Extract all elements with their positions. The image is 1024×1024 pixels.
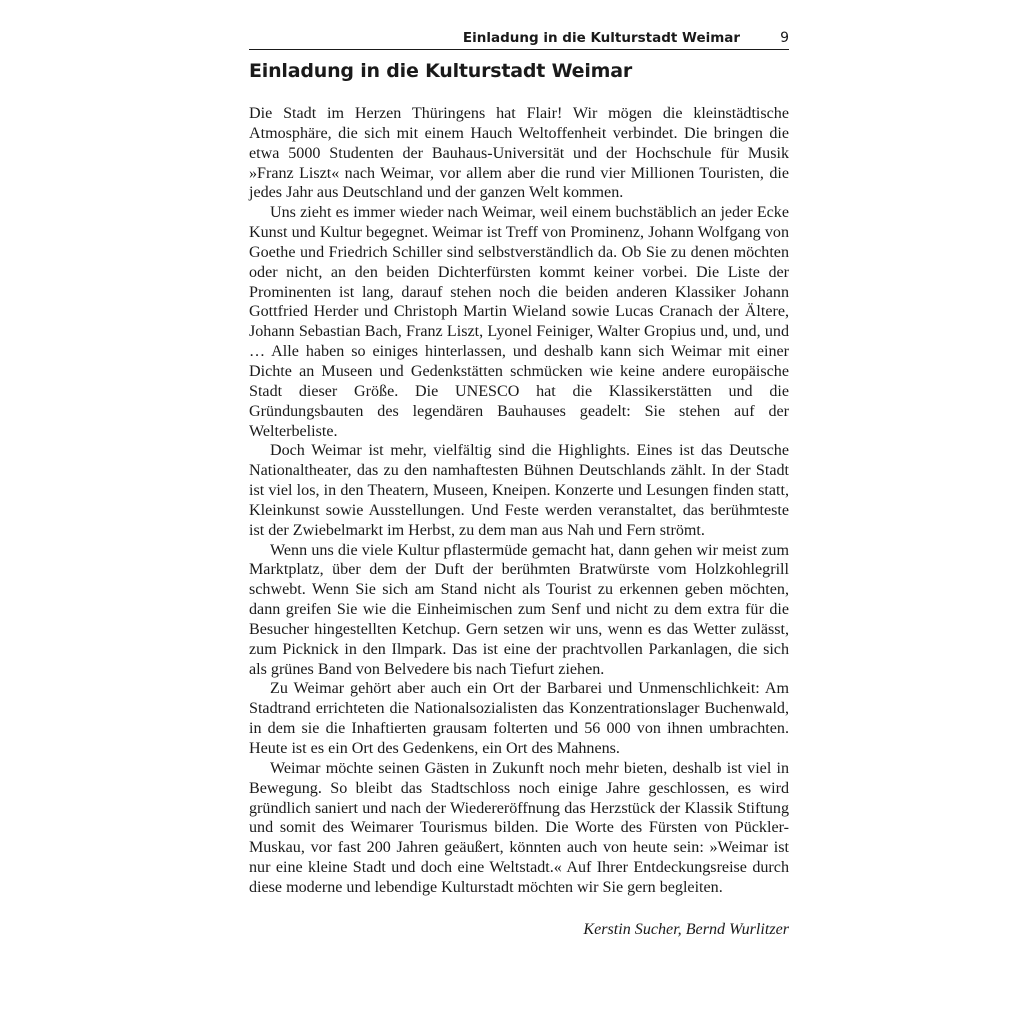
paragraph-4: Wenn uns die viele Kultur pflastermüde gemacht hat, dann gehen wir meist zum Marktplatz, über dem der Duft der berühmten Bratwürste vom Holzkohlegrill schwebt. Wenn Sie sich am Stand nicht als Tourist zu erkennen geben möchten, dann greifen Sie wie die Einheimischen zum Senf und nicht zu dem extra für die Besucher hingestellten Ketchup. Gern setzen wir uns, wenn es das Wetter zulässt, zum Picknick in den Ilmpark. Das ist eine der prachtvollen Parkanlagen, die sich als grünes Band von Belvedere bis nach Tiefurt ziehen. — [249, 541, 789, 678]
page-number: 9 — [780, 30, 789, 46]
paragraph-6: Weimar möchte seinen Gästen in Zukunft noch mehr bieten, deshalb ist viel in Bewegung. So bleibt das Stadtschloss noch einige Jahre geschlossen, es wird gründlich saniert und nach der Wiedereröffnung das Herzstück der Klassik Stiftung und somit des Weimarer Tourismus bilden. Die Worte des Fürsten von Pückler-Muskau, vor fast 200 Jahren geäußert, könnten auch von heute sein: »Weimar ist nur eine kleine Stadt und doch eine Weltstadt.« Auf Ihrer Entdeckungsreise durch diese moderne und lebendige Kulturstadt möchten wir Sie gern begleiten. — [249, 759, 789, 896]
book-page — [249, 28, 789, 940]
author-signature: Kerstin Sucher, Bernd Wurlitzer — [583, 920, 789, 938]
paragraph-5: Zu Weimar gehört aber auch ein Ort der Barbarei und Unmenschlichkeit: Am Stadtrand errichteten die Nationalsozialisten das Konzentrationslager Buchenwald, in dem sie die Inhaftierten grausam folterten und 56 000 von ihnen umbrachten. Heute ist es ein Ort des Gedenkens, ein Ort des Mahnens. — [249, 680, 789, 757]
paragraph-1: Die Stadt im Herzen Thüringens hat Flair! Wir mögen die kleinstädtische Atmosphäre, die sich mit einem Hauch Weltoffenheit verbindet. Die bringen die etwa 5000 Studenten der Bauhaus-Universität und der Hochschule für Musik »Franz Liszt« nach Weimar, vor allem aber die rund vier Millionen Touristen, die jedes Jahr aus Deutschland und der ganzen Welt kommen. — [249, 105, 789, 202]
chapter-title: Einladung in die Kulturstadt Weimar — [249, 60, 633, 82]
running-head — [249, 28, 789, 50]
paragraph-2: Uns zieht es immer wieder nach Weimar, weil einem buchstäblich an jeder Ecke Kunst und Kultur begegnet. Weimar ist Treff von Prominenz, Johann Wolfgang von Goethe und Friedrich Schiller sind selbstverständlich da. Ob Sie zu denen möchten oder nicht, an den beiden Dichterfürsten kommt keiner vorbei. Die Liste der Prominenten ist lang, darauf stehen noch die beiden anderen Klassiker Johann Gottfried Herder und Christoph Martin Wieland sowie Lucas Cranach der Ältere, Johann Sebastian Bach, Franz Liszt, Lyonel Feiniger, Walter Gropius und, und, und … Alle haben so einiges hinterlassen, und deshalb kann sich Weimar mit einer Dichte an Museen und Gedenkstätten schmücken wie keine andere europäische Stadt dieser Größe. Die UNESCO hat die Klassikerstätten und die Gründungsbauten des legendären Bauhauses geadelt: Sie stehen auf der Welterbeliste. — [249, 204, 789, 440]
running-head-title: Einladung in die Kulturstadt Weimar — [462, 30, 741, 46]
paragraph-3: Doch Weimar ist mehr, vielfältig sind die Highlights. Eines ist das Deutsche Nationaltheater, das zu den namhaftesten Bühnen Deutschlands zählt. In der Stadt ist viel los, in den Theatern, Museen, Kneipen. Konzerte und Lesungen finden statt, Kleinkunst sowie Ausstellungen. Und Feste werden veranstaltet, das berühmteste ist der Zwiebelmarkt im Herbst, zu dem man aus Nah und Fern strömt. — [249, 442, 789, 539]
body-text — [249, 104, 789, 898]
